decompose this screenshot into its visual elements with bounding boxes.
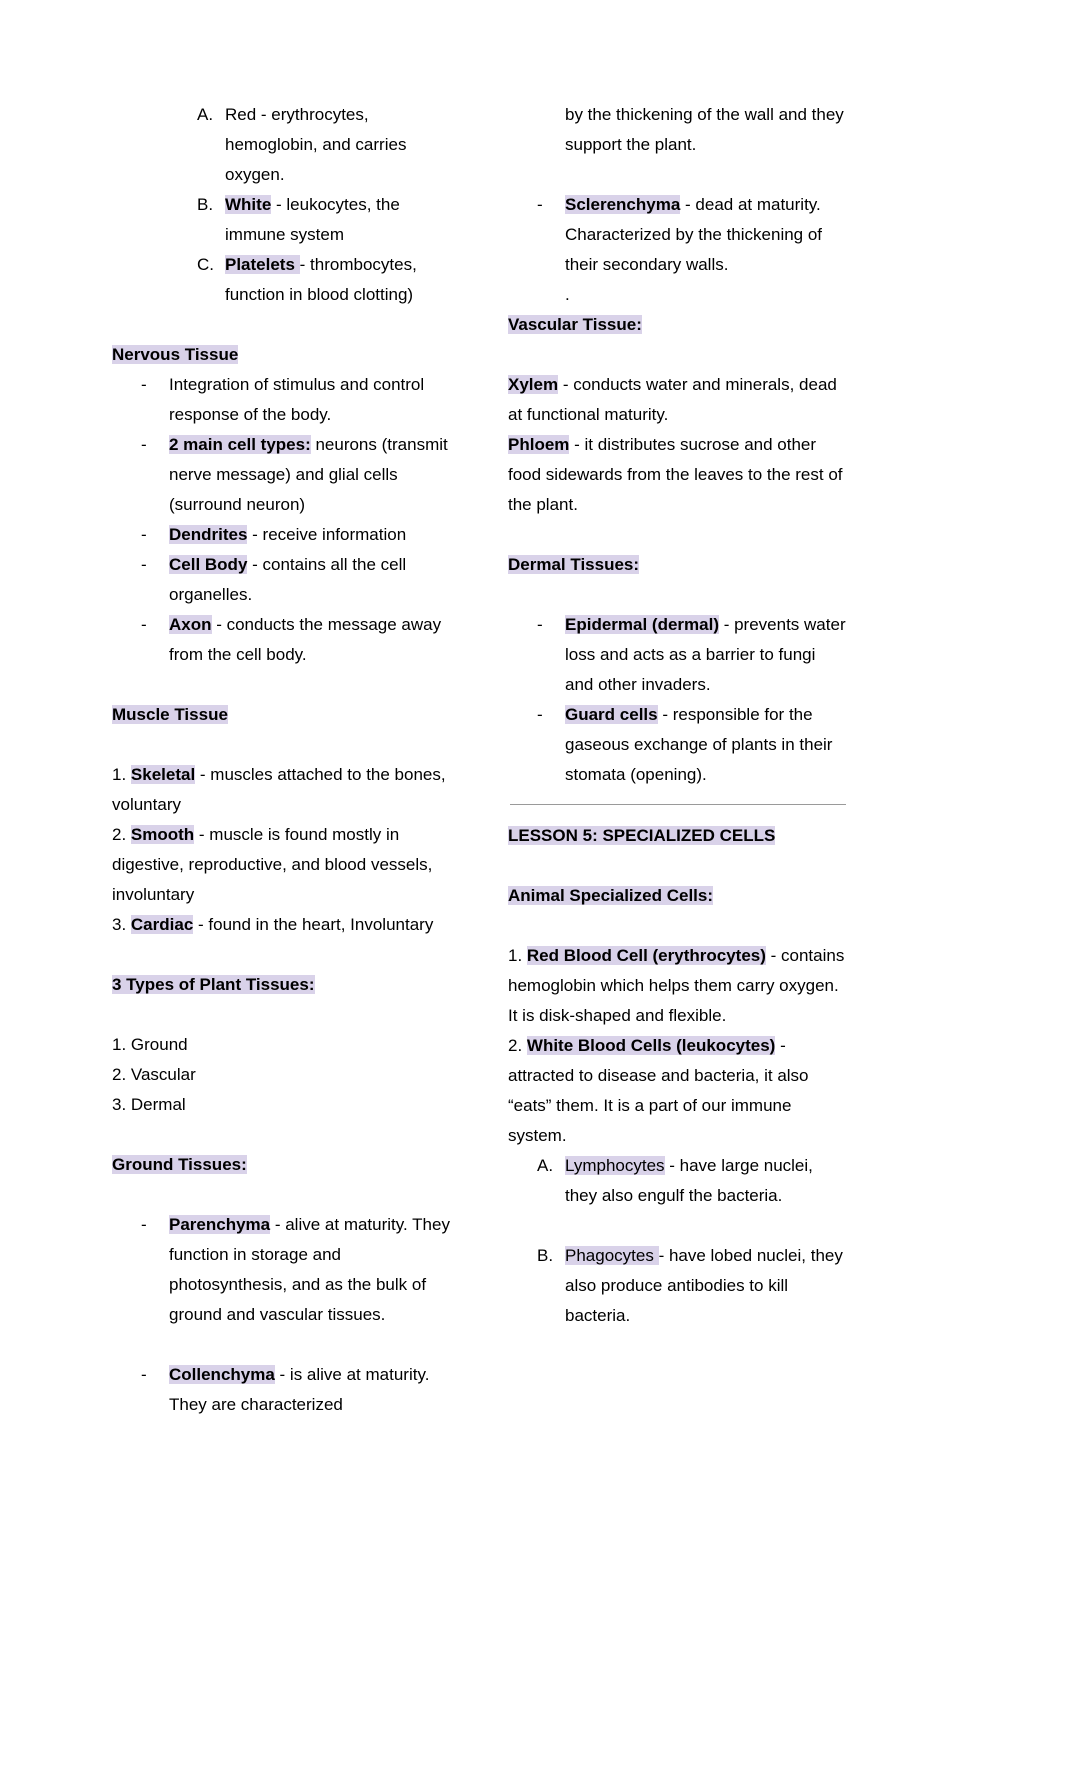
highlighted-term: Cell Body xyxy=(169,555,248,574)
text-run: Integration of stimulus and control response of the body. xyxy=(169,375,425,424)
text-run: - muscle is found mostly in digestive, reproductive, and blood vessels, involuntary xyxy=(112,825,433,904)
list-marker: - xyxy=(141,1215,147,1234)
paragraph xyxy=(112,760,460,820)
list-marker: - xyxy=(141,555,147,574)
section-heading xyxy=(112,700,460,730)
text-run: - attracted to disease and bacteria, it also “eats” them. It is a part of our immune system. xyxy=(508,1036,809,1145)
list-item-text xyxy=(169,525,406,544)
list-item xyxy=(112,370,460,430)
text-run: - conducts the message away from the cell body. xyxy=(169,615,442,664)
highlighted-term: 2 main cell types: xyxy=(169,435,311,454)
list-item xyxy=(508,1151,848,1211)
list-item xyxy=(508,1241,848,1331)
paragraph xyxy=(112,1090,460,1120)
paragraph xyxy=(112,1030,460,1060)
text-run: - thrombocytes, function in blood clotting) xyxy=(225,255,417,304)
column-right xyxy=(508,100,848,1420)
highlighted-term: LESSON 5: SPECIALIZED CELLS xyxy=(508,826,776,845)
text-run: 2. Vascular xyxy=(112,1065,196,1084)
highlighted-term: Skeletal xyxy=(130,765,196,784)
text-run: 2. xyxy=(112,825,131,844)
list-item xyxy=(508,1211,848,1241)
text-run: - muscles attached to the bones, voluntary xyxy=(112,765,446,814)
list-marker: A. xyxy=(537,1156,554,1175)
list-item-text xyxy=(169,615,441,664)
highlighted-term: Lymphocytes xyxy=(565,1156,665,1175)
list-item-text xyxy=(169,1365,429,1414)
text-run: - prevents water loss and acts as a barrier to fungi and other invaders. xyxy=(565,615,846,694)
text-run: 3. xyxy=(112,915,131,934)
highlighted-term: Collenchyma xyxy=(169,1365,275,1384)
list-marker: - xyxy=(141,375,147,394)
highlighted-term: Cardiac xyxy=(130,915,194,934)
list-item xyxy=(508,190,848,280)
list-item-text xyxy=(225,255,417,304)
list-item xyxy=(112,610,460,670)
text-run: - it distributes sucrose and other food sidewards from the leaves to the rest of the plant. xyxy=(508,435,843,514)
blank-line xyxy=(112,670,460,700)
list-item-text xyxy=(225,195,400,244)
list-item-text xyxy=(169,1215,450,1324)
highlighted-term: Animal Specialized Cells: xyxy=(508,886,714,905)
blank-line xyxy=(508,340,848,370)
text-run: 1. Ground xyxy=(112,1035,188,1054)
text-run: . xyxy=(565,285,570,304)
highlighted-term: Muscle Tissue xyxy=(112,705,228,724)
section-heading xyxy=(112,340,460,370)
list-marker: B. xyxy=(537,1246,554,1265)
text-run: 1. xyxy=(508,946,527,965)
highlighted-term: Nervous Tissue xyxy=(112,345,239,364)
highlighted-term: Axon xyxy=(169,615,212,634)
text-run: - is alive at maturity. They are characterized xyxy=(169,1365,430,1414)
highlighted-term: Platelets xyxy=(225,255,300,274)
section-divider xyxy=(510,804,846,805)
highlighted-term: Epidermal (dermal) xyxy=(565,615,719,634)
blank-line xyxy=(112,1000,460,1030)
list-item xyxy=(112,100,460,190)
paragraph xyxy=(508,100,848,160)
text-run: - conducts water and minerals, dead at functional maturity. xyxy=(508,375,837,424)
highlighted-term: Phagocytes xyxy=(565,1246,659,1265)
list-item-text xyxy=(169,555,406,604)
section-heading xyxy=(508,310,848,340)
blank-line xyxy=(112,310,460,340)
section-heading xyxy=(112,1150,460,1180)
paragraph xyxy=(112,820,460,910)
text-run: - have large nuclei, they also engulf the bacteria. xyxy=(565,1156,813,1205)
text-run: 2. xyxy=(508,1036,527,1055)
blank-line xyxy=(508,851,848,881)
list-item-text xyxy=(565,705,832,784)
list-item xyxy=(112,1330,460,1360)
dash-list xyxy=(112,1210,460,1420)
highlighted-term: 3 Types of Plant Tissues: xyxy=(112,975,315,994)
text-run: - receive information xyxy=(247,525,407,544)
text-run: 3. Dermal xyxy=(112,1095,186,1114)
paragraph xyxy=(508,430,848,520)
highlighted-term: Smooth xyxy=(130,825,195,844)
list-item xyxy=(112,550,460,610)
text-run: - dead at maturity. Characterized by the thickening of their secondary walls. xyxy=(565,195,823,274)
blank-line xyxy=(112,1120,460,1150)
highlighted-term: Red Blood Cell (erythrocytes) xyxy=(526,946,766,965)
list-item xyxy=(112,430,460,520)
highlighted-term: Xylem xyxy=(508,375,559,394)
section-heading xyxy=(508,821,848,851)
blank-line xyxy=(112,730,460,760)
list-item xyxy=(112,520,460,550)
alpha-list xyxy=(508,1151,848,1331)
dash-list xyxy=(112,370,460,670)
list-item xyxy=(112,250,460,310)
list-item-text xyxy=(225,105,406,184)
text-run: 1. xyxy=(112,765,131,784)
list-item xyxy=(508,700,848,790)
list-marker: - xyxy=(141,525,147,544)
section-heading xyxy=(508,881,848,911)
paragraph xyxy=(508,941,848,1031)
list-item xyxy=(112,1360,460,1420)
text-run: - have lobed nuclei, they also produce antibodies to kill bacteria. xyxy=(565,1246,843,1325)
text-run: neurons (transmit nerve message) and glial cells (surround neuron) xyxy=(169,435,448,514)
blank-line xyxy=(508,520,848,550)
text-run: Red - erythrocytes, hemoglobin, and carries oxygen. xyxy=(225,105,407,184)
highlighted-term: Sclerenchyma xyxy=(565,195,681,214)
blank-line xyxy=(112,940,460,970)
highlighted-term: Guard cells xyxy=(565,705,658,724)
highlighted-term: Phloem xyxy=(508,435,570,454)
blank-line xyxy=(508,580,848,610)
text-run: - contains hemoglobin which helps them carry oxygen. It is disk-shaped and flexible. xyxy=(508,946,845,1025)
list-marker: A. xyxy=(197,105,214,124)
list-item xyxy=(508,610,848,700)
column-left xyxy=(112,100,460,1420)
list-marker: B. xyxy=(197,195,214,214)
list-marker: - xyxy=(537,705,543,724)
dash-list xyxy=(508,610,848,790)
highlighted-term: Vascular Tissue: xyxy=(508,315,642,334)
list-item-text xyxy=(565,615,846,694)
list-item-text xyxy=(169,375,424,424)
paragraph xyxy=(508,1031,848,1151)
highlighted-term: Dendrites xyxy=(169,525,248,544)
highlighted-term: Dermal Tissues: xyxy=(508,555,640,574)
highlighted-term: Ground Tissues: xyxy=(112,1155,247,1174)
list-marker: - xyxy=(537,615,543,634)
paragraph xyxy=(112,1060,460,1090)
blank-line xyxy=(112,1180,460,1210)
alpha-list xyxy=(112,100,460,310)
list-item-text xyxy=(565,1156,813,1205)
text-run: - responsible for the gaseous exchange of plants in their stomata (opening). xyxy=(565,705,833,784)
list-item-text xyxy=(169,435,448,514)
section-heading xyxy=(508,550,848,580)
section-heading xyxy=(112,970,460,1000)
paragraph xyxy=(508,370,848,430)
blank-line xyxy=(508,160,848,190)
list-item-text xyxy=(565,195,822,274)
list-marker: C. xyxy=(197,255,214,274)
blank-line xyxy=(508,911,848,941)
list-marker: - xyxy=(141,435,147,454)
highlighted-term: White xyxy=(225,195,272,214)
list-item xyxy=(112,1210,460,1330)
dash-list xyxy=(508,190,848,280)
list-marker: - xyxy=(537,195,543,214)
paragraph xyxy=(112,910,460,940)
list-item xyxy=(112,190,460,250)
text-run: - alive at maturity. They function in storage and photosynthesis, and as the bulk of ground and vascular tissues. xyxy=(169,1215,450,1324)
highlighted-term: Parenchyma xyxy=(169,1215,271,1234)
text-run: by the thickening of the wall and they support the plant. xyxy=(565,105,844,154)
text-run: - leukocytes, the immune system xyxy=(225,195,400,244)
text-run: - found in the heart, Involuntary xyxy=(193,915,434,934)
text-run: - contains all the cell organelles. xyxy=(169,555,407,604)
list-item-text xyxy=(565,1246,843,1325)
highlighted-term: White Blood Cells (leukocytes) xyxy=(526,1036,776,1055)
list-marker: - xyxy=(141,1365,147,1384)
list-marker: - xyxy=(141,615,147,634)
paragraph xyxy=(508,280,848,310)
